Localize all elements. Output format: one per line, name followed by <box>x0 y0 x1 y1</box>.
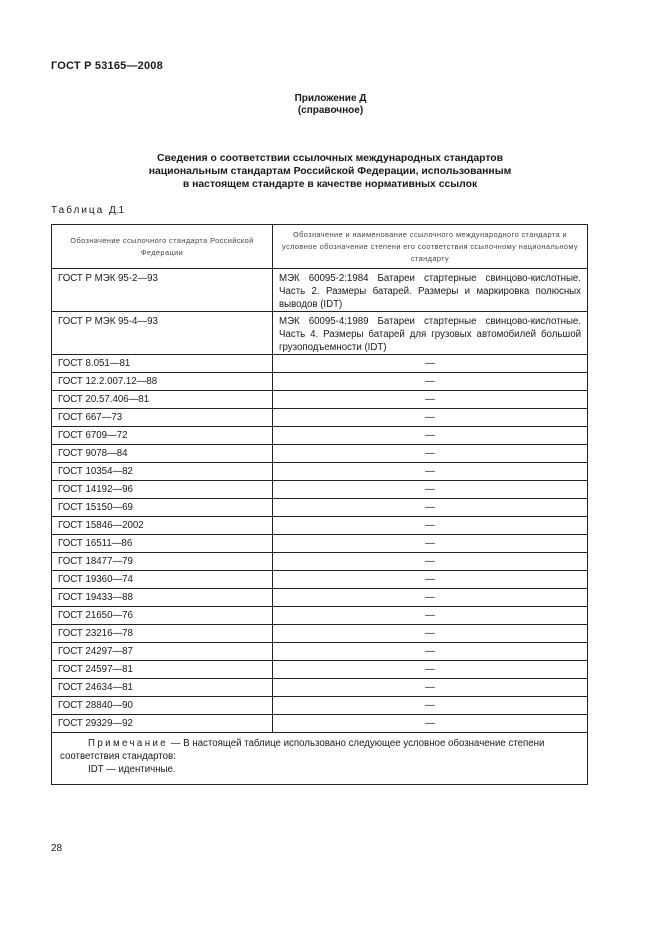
ref-standard-cell: ГОСТ 19360—74 <box>52 571 273 589</box>
table-row <box>52 607 588 625</box>
intl-standard-cell: — <box>273 679 588 697</box>
table-row <box>52 625 588 643</box>
intl-standard-cell: — <box>273 373 588 391</box>
intl-standard-cell: МЭК 60095-2:1984 Батареи стартерные свинцово-кислотные. Часть 2. Размеры батарей. Размеры и маркировка полюсных выводов (IDT) <box>273 269 588 312</box>
ref-standard-cell: ГОСТ 19433—88 <box>52 589 273 607</box>
ref-standard-cell: ГОСТ 10354—82 <box>52 463 273 481</box>
table-row <box>52 661 588 679</box>
ref-standard-cell: ГОСТ 9078—84 <box>52 445 273 463</box>
heading-line: в настоящем стандарте в качестве нормативных ссылок <box>182 179 478 190</box>
table-row <box>52 553 588 571</box>
intl-standard-cell: — <box>273 355 588 373</box>
ref-standard-cell: ГОСТ 21650—76 <box>52 607 273 625</box>
intl-standard-cell: — <box>273 571 588 589</box>
table-row <box>52 715 588 733</box>
intl-standard-cell: — <box>273 535 588 553</box>
header-cell-intl-standard: Обозначение и наименование ссылочного международного стандарта и условное обозначение степени его соответствия ссылочному национальному стандарту <box>273 225 588 269</box>
table-body <box>52 269 588 733</box>
ref-standard-cell: ГОСТ 8.051—81 <box>52 355 273 373</box>
intl-standard-cell: — <box>273 499 588 517</box>
correspondence-table <box>51 224 588 785</box>
heading-line: национальным стандартам Российской Федерации, использованным <box>148 166 512 177</box>
heading-line: Сведения о соответствии ссылочных международных стандартов <box>156 153 504 164</box>
document-header: ГОСТ Р 53165—2008 <box>51 60 163 72</box>
ref-standard-cell: ГОСТ 24597—81 <box>52 661 273 679</box>
ref-standard-cell: ГОСТ 18477—79 <box>52 553 273 571</box>
table-row <box>52 391 588 409</box>
table-row <box>52 373 588 391</box>
ref-standard-cell: ГОСТ 14192—96 <box>52 481 273 499</box>
intl-standard-cell: — <box>273 427 588 445</box>
intl-standard-cell: — <box>273 589 588 607</box>
table-row <box>52 312 588 355</box>
ref-standard-cell: ГОСТ 20.57.406—81 <box>52 391 273 409</box>
intl-standard-cell: — <box>273 391 588 409</box>
table-row <box>52 697 588 715</box>
ref-standard-cell: ГОСТ 15846—2002 <box>52 517 273 535</box>
intl-standard-cell: — <box>273 607 588 625</box>
table-header-row <box>52 225 588 269</box>
intl-standard-cell: МЭК 60095-4:1989 Батареи стартерные свинцово-кислотные. Часть 4. Размеры батарей для грузовых автомобилей большой грузоподъемности (IDT) <box>273 312 588 355</box>
ref-standard-cell: ГОСТ 28840—90 <box>52 697 273 715</box>
intl-standard-cell: — <box>273 409 588 427</box>
ref-standard-cell: ГОСТ 15150—69 <box>52 499 273 517</box>
intl-standard-cell: — <box>273 715 588 733</box>
table-caption-number: Д.1 <box>109 205 125 216</box>
ref-standard-cell: ГОСТ 667—73 <box>52 409 273 427</box>
intl-standard-cell: — <box>273 445 588 463</box>
note-row <box>52 733 588 785</box>
table-row <box>52 517 588 535</box>
intl-standard-cell: — <box>273 553 588 571</box>
note-text: — В настоящей таблице использовано следующее условное обозначение степени соответствия стандартов: <box>60 738 545 762</box>
table-row <box>52 269 588 312</box>
ref-standard-cell: ГОСТ 24634—81 <box>52 679 273 697</box>
ref-standard-cell: ГОСТ 24297—87 <box>52 643 273 661</box>
table-row <box>52 409 588 427</box>
ref-standard-cell: ГОСТ Р МЭК 95-2—93 <box>52 269 273 312</box>
page-number: 28 <box>51 843 63 854</box>
ref-standard-cell: ГОСТ 6709—72 <box>52 427 273 445</box>
intl-standard-cell: — <box>273 643 588 661</box>
table-caption-prefix: Таблица <box>51 205 105 216</box>
intl-standard-cell: — <box>273 661 588 679</box>
table-row <box>52 571 588 589</box>
table-row <box>52 679 588 697</box>
table-row <box>52 355 588 373</box>
table-row <box>52 499 588 517</box>
intl-standard-cell: — <box>273 625 588 643</box>
note-idt: IDT — идентичные. <box>88 764 176 775</box>
intl-standard-cell: — <box>273 517 588 535</box>
note-label: Примечание <box>88 738 169 749</box>
appendix-subtitle: (справочное) <box>297 105 364 116</box>
table-row <box>52 445 588 463</box>
ref-standard-cell: ГОСТ 29329—92 <box>52 715 273 733</box>
table-row <box>52 463 588 481</box>
table-row <box>52 535 588 553</box>
intl-standard-cell: — <box>273 481 588 499</box>
table-note <box>52 733 588 785</box>
appendix-heading <box>60 152 600 191</box>
ref-standard-cell: ГОСТ 12.2.007.12—88 <box>52 373 273 391</box>
ref-standard-cell: ГОСТ 23216—78 <box>52 625 273 643</box>
table-row <box>52 643 588 661</box>
table-row <box>52 589 588 607</box>
ref-standard-cell: ГОСТ 16511—86 <box>52 535 273 553</box>
table-caption <box>51 205 124 216</box>
intl-standard-cell: — <box>273 697 588 715</box>
table-row <box>52 427 588 445</box>
table-row <box>52 481 588 499</box>
intl-standard-cell: — <box>273 463 588 481</box>
header-cell-ru-standard: Обозначение ссылочного стандарта Российской Федерации <box>52 225 273 269</box>
appendix-title: Приложение Д <box>294 93 367 104</box>
ref-standard-cell: ГОСТ Р МЭК 95-4—93 <box>52 312 273 355</box>
